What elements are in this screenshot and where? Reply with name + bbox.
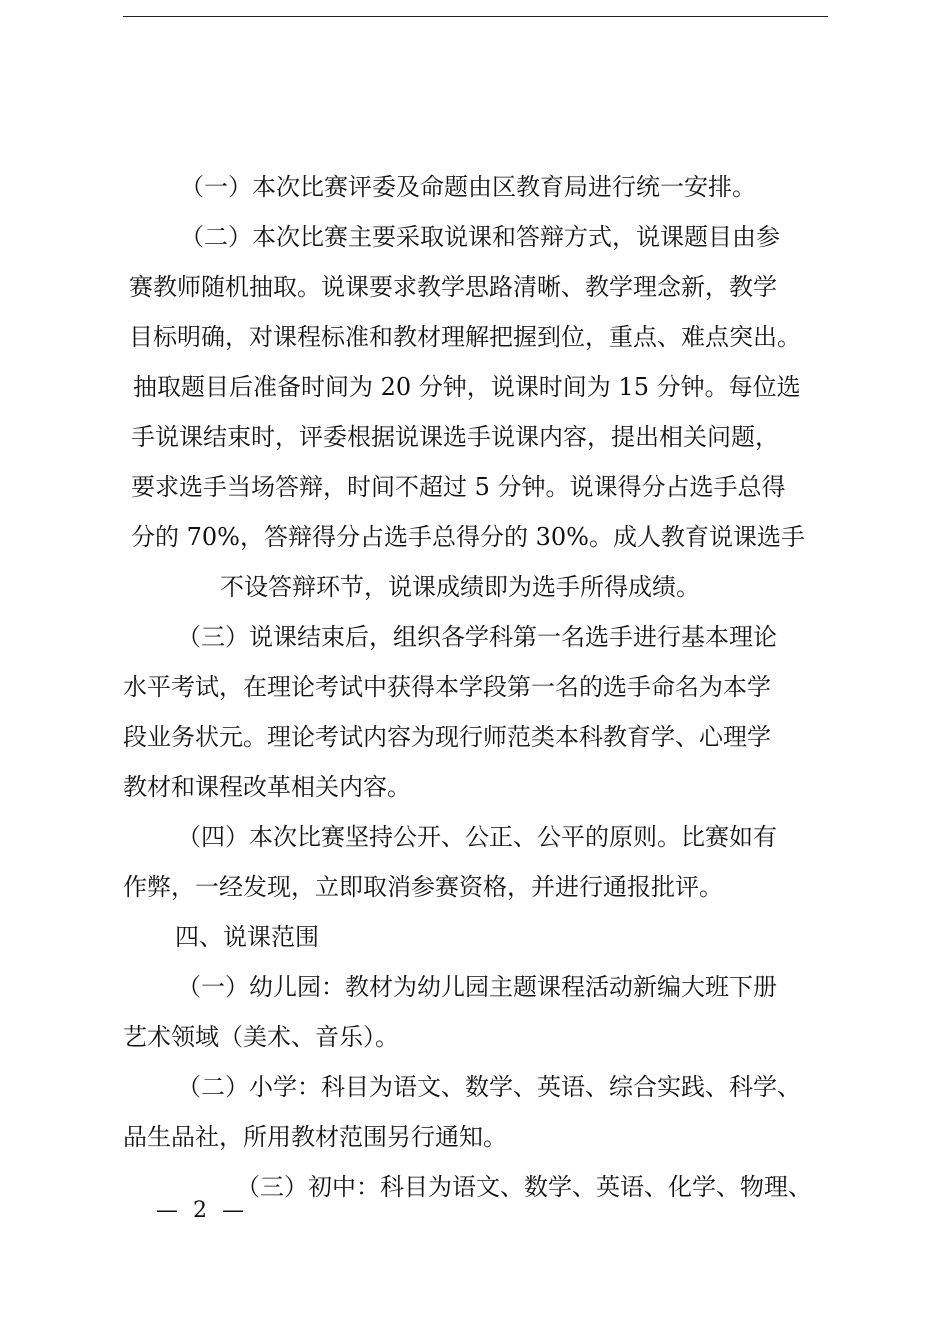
paragraph-line: 手说课结束时，评委根据说课选手说课内容，提出相关问题， bbox=[131, 423, 779, 451]
paragraph-line: 抽取题目后准备时间为 20 分钟，说课时间为 15 分钟。每位选 bbox=[133, 373, 801, 401]
paragraph-line: 水平考试，在理论考试中获得本学段第一名的选手命名为本学 bbox=[123, 673, 771, 701]
paragraph-line: 不设答辩环节，说课成绩即为选手所得成绩。 bbox=[220, 573, 700, 601]
paragraph-line: （四）本次比赛坚持公开、公正、公平的原则。比赛如有 bbox=[177, 823, 777, 851]
paragraph-line: 目标明确，对课程标准和教材理解把握到位，重点、难点突出。 bbox=[129, 323, 801, 351]
paragraph-line: （二）小学：科目为语文、数学、英语、综合实践、科学、 bbox=[177, 1073, 801, 1101]
paragraph-line: 分的 70%，答辩得分占选手总得分的 30%。成人教育说课选手 bbox=[131, 523, 805, 551]
paragraph-line: （一）幼儿园：教材为幼儿园主题课程活动新编大班下册 bbox=[177, 973, 777, 1001]
paragraph-line: 要求选手当场答辩，时间不超过 5 分钟。说课得分占选手总得 bbox=[131, 473, 786, 501]
paragraph-line: 品生品社，所用教材范围另行通知。 bbox=[123, 1123, 507, 1151]
paragraph-line: （三）说课结束后，组织各学科第一名选手进行基本理论 bbox=[177, 623, 777, 651]
paragraph-line: （三）初中：科目为语文、数学、英语、化学、物理、 bbox=[236, 1173, 812, 1201]
paragraph-line: 段业务状元。理论考试内容为现行师范类本科教育学、心理学 bbox=[123, 723, 771, 751]
paragraph-line: 赛教师随机抽取。说课要求教学思路清晰、教学理念新，教学 bbox=[129, 273, 777, 301]
paragraph-line: （一）本次比赛评委及命题由区教育局进行统一安排。 bbox=[180, 173, 756, 201]
paragraph-line: 作弊，一经发现，立即取消参赛资格，并进行通报批评。 bbox=[123, 873, 723, 901]
header-rule bbox=[123, 16, 828, 17]
paragraph-line: 艺术领域（美术、音乐）。 bbox=[123, 1023, 399, 1051]
paragraph-line: （二）本次比赛主要采取说课和答辩方式，说课题目由参 bbox=[180, 223, 780, 251]
page-number: — 2 — bbox=[156, 1198, 248, 1223]
section-heading: 四、说课范围 bbox=[175, 923, 319, 951]
paragraph-line: 教材和课程改革相关内容。 bbox=[123, 773, 411, 801]
